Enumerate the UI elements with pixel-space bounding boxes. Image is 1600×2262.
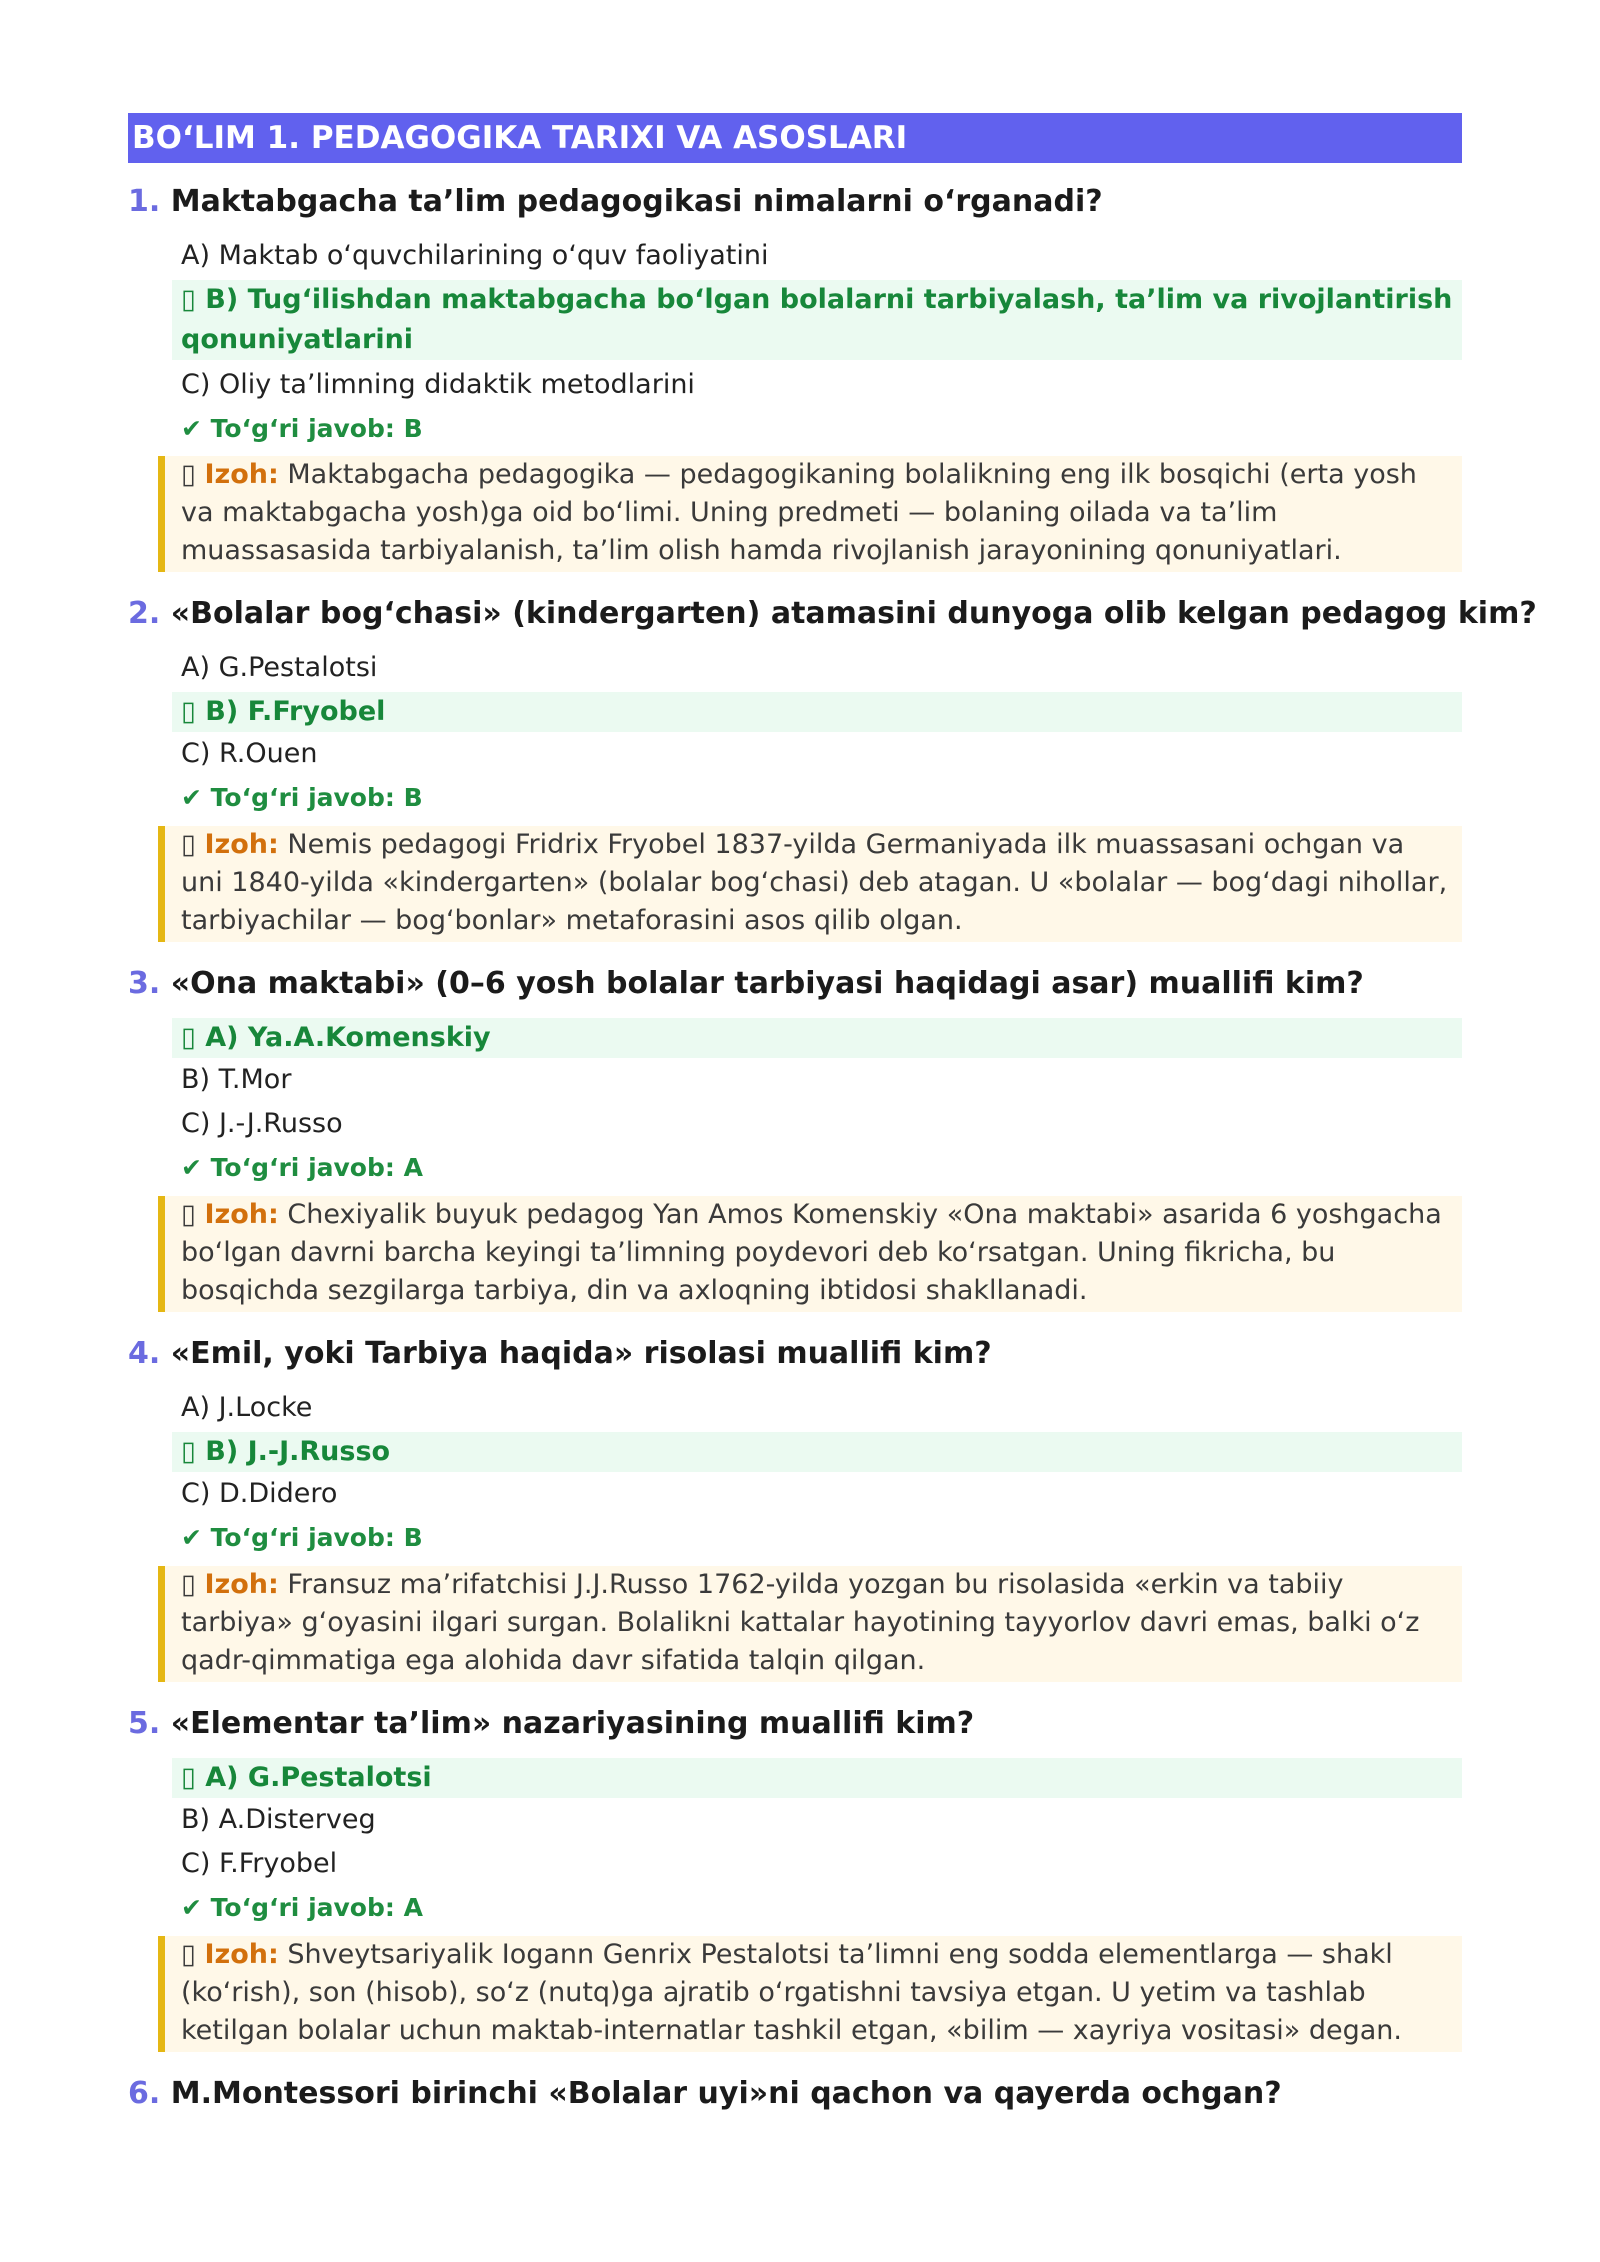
question-4-title [128,1336,1468,1371]
option-text: B) F.Fryobel [205,696,386,727]
correct-answer-line [181,1523,423,1552]
explanation-note [158,456,1462,572]
explanation-note [158,1196,1462,1312]
box-icon: ▯ [181,1939,196,1970]
box-icon: ▯ [181,1199,196,1230]
option-c: C) R.Ouen [181,738,318,769]
note-label: Izoh: [204,1569,279,1600]
option-b-correct [172,1432,1462,1472]
note-text: Chexiyalik buyuk pedagog Yan Amos Komenskiy «Ona maktabi» asarida 6 yoshgacha bo‘lgan davrni barcha keyingi ta’limning poydevori deb ko‘rsatgan. Uning fikricha, bu bosqichda sezgilarga tarbiya, din va axloqning ibtidosi shakllanadi. [181,1199,1442,1306]
option-b: B) T.Mor [181,1064,292,1095]
note-label: Izoh: [204,829,279,860]
question-text: «Ona maktabi» (0–6 yosh bolalar tarbiyasi haqidagi asar) muallifi kim? [170,966,1364,1001]
section-header: BO‘LIM 1. PEDAGOGIKA TARIXI VA ASOSLARI [128,113,1462,163]
option-b-correct [172,692,1462,732]
box-icon: ▯ [181,1436,196,1467]
option-a: A) G.Pestalotsi [181,652,378,683]
explanation-note [158,1936,1462,2052]
question-3-title [128,966,1468,1001]
correct-answer-line [181,783,423,812]
box-icon: ▯ [181,696,196,727]
question-2-title [128,596,1537,631]
option-c: C) D.Didero [181,1478,338,1509]
option-text: B) Tug‘ilishdan maktabgacha bo‘lgan bolalarni tarbiyalash, ta’lim va rivojlantirish qonuniyatlarini [181,284,1453,355]
option-c: C) Oliy ta’limning didaktik metodlarini [181,369,695,400]
note-text: Nemis pedagogi Fridrix Fryobel 1837-yilda Germaniyada ilk muassasani ochgan va uni 1840-yilda «kindergarten» (bolalar bog‘chasi) deb atagan. U «bolalar — bog‘dagi nihollar, tarbiyachilar — bog‘bonlar» metaforasini asos qilib olgan. [181,829,1448,936]
note-text: Fransuz ma’rifatchisi J.J.Russo 1762-yilda yozgan bu risolasida «erkin va tabiiy tarbiya» g‘oyasini ilgari surgan. Bolalikni kattalar hayotining tayyorlov davri emas, balki o‘z qadr-qimmatiga ega alohida davr sifatida talqin qilgan. [181,1569,1420,1676]
option-a-correct [172,1018,1462,1058]
answer-label: To‘g‘ri javob: [210,1153,395,1182]
check-icon: ✔ [181,783,202,812]
option-b: B) A.Disterveg [181,1804,376,1835]
question-number: 6. [128,2076,161,2111]
answer-value: A [403,1153,423,1182]
answer-label: To‘g‘ri javob: [210,414,395,443]
answer-value: A [403,1893,423,1922]
option-c: C) F.Fryobel [181,1848,338,1879]
question-5-title [128,1706,1468,1741]
question-text: M.Montessori birinchi «Bolalar uyi»ni qachon va qayerda ochgan? [170,2076,1282,2111]
option-c: C) J.-J.Russo [181,1108,343,1139]
answer-label: To‘g‘ri javob: [210,783,395,812]
correct-answer-line [181,1153,423,1182]
question-text: «Emil, yoki Tarbiya haqida» risolasi muallifi kim? [170,1336,992,1371]
option-text: A) G.Pestalotsi [205,1762,432,1793]
box-icon: ▯ [181,829,196,860]
note-label: Izoh: [204,1199,279,1230]
box-icon: ▯ [181,1569,196,1600]
answer-label: To‘g‘ri javob: [210,1893,395,1922]
check-icon: ✔ [181,1523,202,1552]
option-text: B) J.-J.Russo [205,1436,391,1467]
check-icon: ✔ [181,1153,202,1182]
note-text: Shveytsariyalik Iogann Genrix Pestalotsi ta’limni eng sodda elementlarga — shakl (ko‘rish), son (hisob), so‘z (nutq)ga ajratib o‘rgatishni tavsiya etgan. U yetim va tashlab ketilgan bolalar uchun maktab-internatlar tashkil etgan, «bilim — xayriya vositasi» degan. [181,1939,1402,2046]
box-icon: ▯ [181,1022,196,1053]
question-6-title [128,2076,1468,2111]
question-text: «Bolalar bog‘chasi» (kindergarten) atamasini dunyoga olib kelgan pedagog kim? [170,596,1537,631]
check-icon: ✔ [181,1893,202,1922]
option-text: A) Ya.A.Komenskiy [205,1022,491,1053]
note-label: Izoh: [204,459,279,490]
explanation-note [158,1566,1462,1682]
question-text: Maktabgacha ta’lim pedagogikasi nimalarni o‘rganadi? [170,184,1103,219]
answer-value: B [403,783,423,812]
question-number: 3. [128,966,161,1001]
answer-value: B [403,1523,423,1552]
option-a: A) J.Locke [181,1392,313,1423]
explanation-note [158,826,1462,942]
question-number: 5. [128,1706,161,1741]
option-a-correct [172,1758,1462,1798]
question-number: 2. [128,596,161,631]
correct-answer-line [181,1893,423,1922]
question-number: 1. [128,184,161,219]
answer-value: B [403,414,423,443]
correct-answer-line [181,414,423,443]
note-label: Izoh: [204,1939,279,1970]
answer-label: To‘g‘ri javob: [210,1523,395,1552]
option-b-correct [172,280,1462,360]
question-1-title [128,184,1468,219]
box-icon: ▯ [181,459,196,490]
box-icon: ▯ [181,284,196,315]
question-text: «Elementar ta’lim» nazariyasining muallifi kim? [170,1706,975,1741]
question-number: 4. [128,1336,161,1371]
option-a: A) Maktab o‘quvchilarining o‘quv faoliyatini [181,240,769,271]
check-icon: ✔ [181,414,202,443]
box-icon: ▯ [181,1762,196,1793]
note-text: Maktabgacha pedagogika — pedagogikaning bolalikning eng ilk bosqichi (erta yosh va maktabgacha yosh)ga oid bo‘limi. Uning predmeti — bolaning oilada va ta’lim muassasasida tarbiyalanish, ta’lim olish hamda rivojlanish jarayonining qonuniyatlari. [181,459,1417,566]
